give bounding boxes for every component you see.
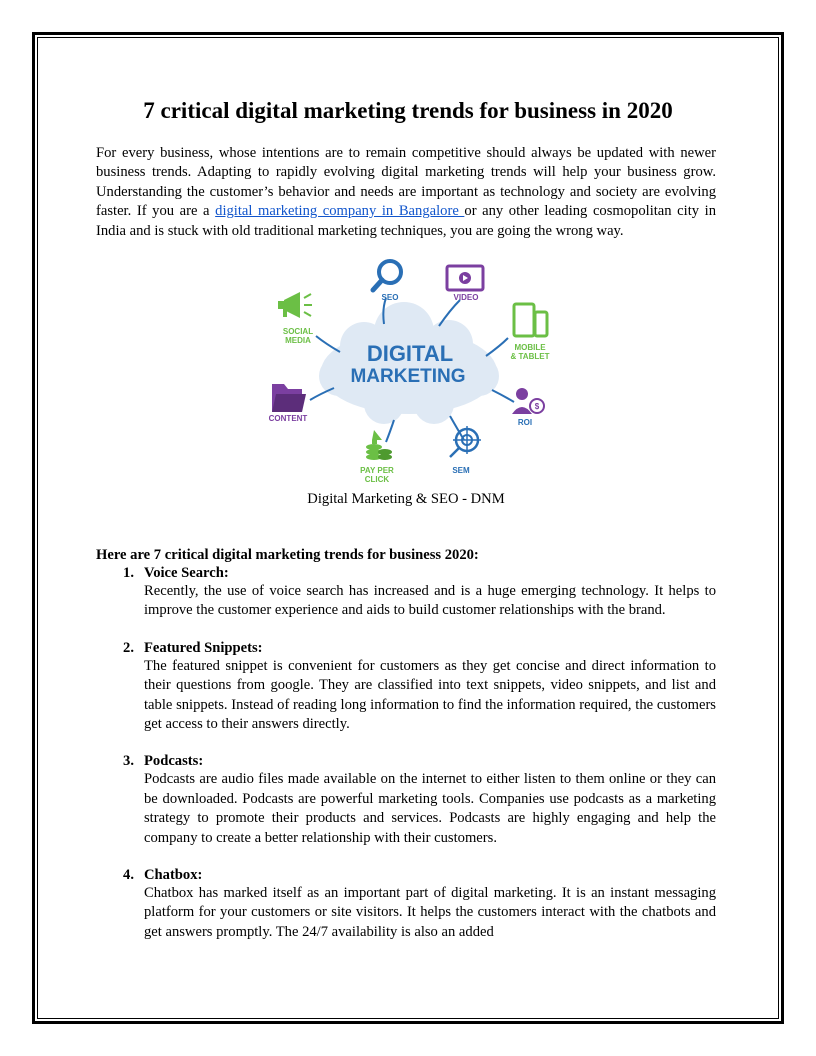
item-title: Voice Search: [144, 565, 229, 581]
folder-icon [272, 384, 306, 412]
label-sem: SEM [452, 466, 470, 475]
digital-marketing-company-link[interactable]: digital marketing company in Bangalore [215, 203, 465, 220]
list-item [96, 639, 716, 735]
list-item [96, 564, 716, 621]
roi-icon [512, 388, 544, 414]
trends-list [96, 564, 716, 960]
label-seo: SEO [381, 293, 399, 302]
item-text: The featured snippet is convenient for customers as they get concise and direct information to their questions from google. They are classified into text snippets, video snippets, and list and table snippets. Instead of reading long information to find the information required, the customers get access to their answers directly. [144, 657, 716, 733]
item-text: Chatbox has marked itself as an important part of digital marketing. It is an instant messaging platform for your customers or site visitors. It helps the customers interact with the chatbots and get answers promptly. The 24/7 availability is also an added [144, 885, 716, 940]
svg-text:$: $ [534, 402, 540, 411]
item-number: 2. [123, 639, 134, 656]
item-title: Chatbox: [144, 867, 203, 884]
label-ppc-line1: PAY PER [360, 466, 394, 475]
item-number: 3. [123, 753, 134, 770]
item-title: Featured Snippets: [144, 639, 263, 656]
digital-marketing-diagram [254, 254, 564, 490]
list-item [96, 866, 716, 942]
item-title: Podcasts: [144, 753, 204, 770]
label-content: CONTENT [268, 414, 308, 423]
list-item [96, 752, 716, 848]
label-social-line2: MEDIA [285, 336, 311, 345]
item-number: 1. [123, 565, 134, 581]
label-video: VIDEO [453, 293, 479, 302]
label-ppc-line2: CLICK [364, 475, 390, 484]
diagram-center-line1: DIGITAL [366, 341, 454, 366]
target-icon [450, 426, 481, 457]
document-title: 7 critical digital marketing trends for business in 2020 [143, 98, 673, 123]
figure-caption: Digital Marketing & SEO - DNM [307, 491, 505, 507]
diagram-center-line2: MARKETING [350, 366, 466, 387]
intro-text-start: For every business, whose intentions are to remain competitive should always be updated with newer business trends. Adapting to rapidly evolving digital marketing trends will help your business grow. Understanding the customer’s behavior and needs are important as technology and society are evolving faster. If you are a [96, 145, 716, 220]
intro-paragraph [96, 144, 716, 241]
label-mobile-line1: MOBILE [514, 343, 546, 352]
mobile-tablet-icon [514, 304, 547, 336]
intro-text-end: or any other leading cosmopolitan city in India and is stuck with old traditional marketing techniques, you are going the wrong way. [96, 203, 716, 239]
item-text: Podcasts are audio files made available on the internet to either listen to them online or they can be downloaded. Podcasts are powerful marketing tools. Companies use podcasts as a marketing strategy to promote their products and services. Podcasts are highly engaging and help the company to create a better relationship with their customers. [144, 771, 716, 846]
megaphone-icon [278, 292, 312, 318]
search-icon [373, 261, 401, 290]
video-icon [447, 266, 483, 290]
label-mobile-line2: & TABLET [510, 352, 550, 361]
list-heading: Here are 7 critical digital marketing trends for business 2020: [96, 547, 479, 563]
item-number: 4. [123, 867, 134, 884]
label-social-line1: SOCIAL [282, 327, 314, 336]
item-text: Recently, the use of voice search has increased and is a huge emerging technology. It helps to improve the customer experience and aids to build customer relationships with the brand. [144, 583, 716, 619]
label-roi: ROI [517, 418, 533, 427]
